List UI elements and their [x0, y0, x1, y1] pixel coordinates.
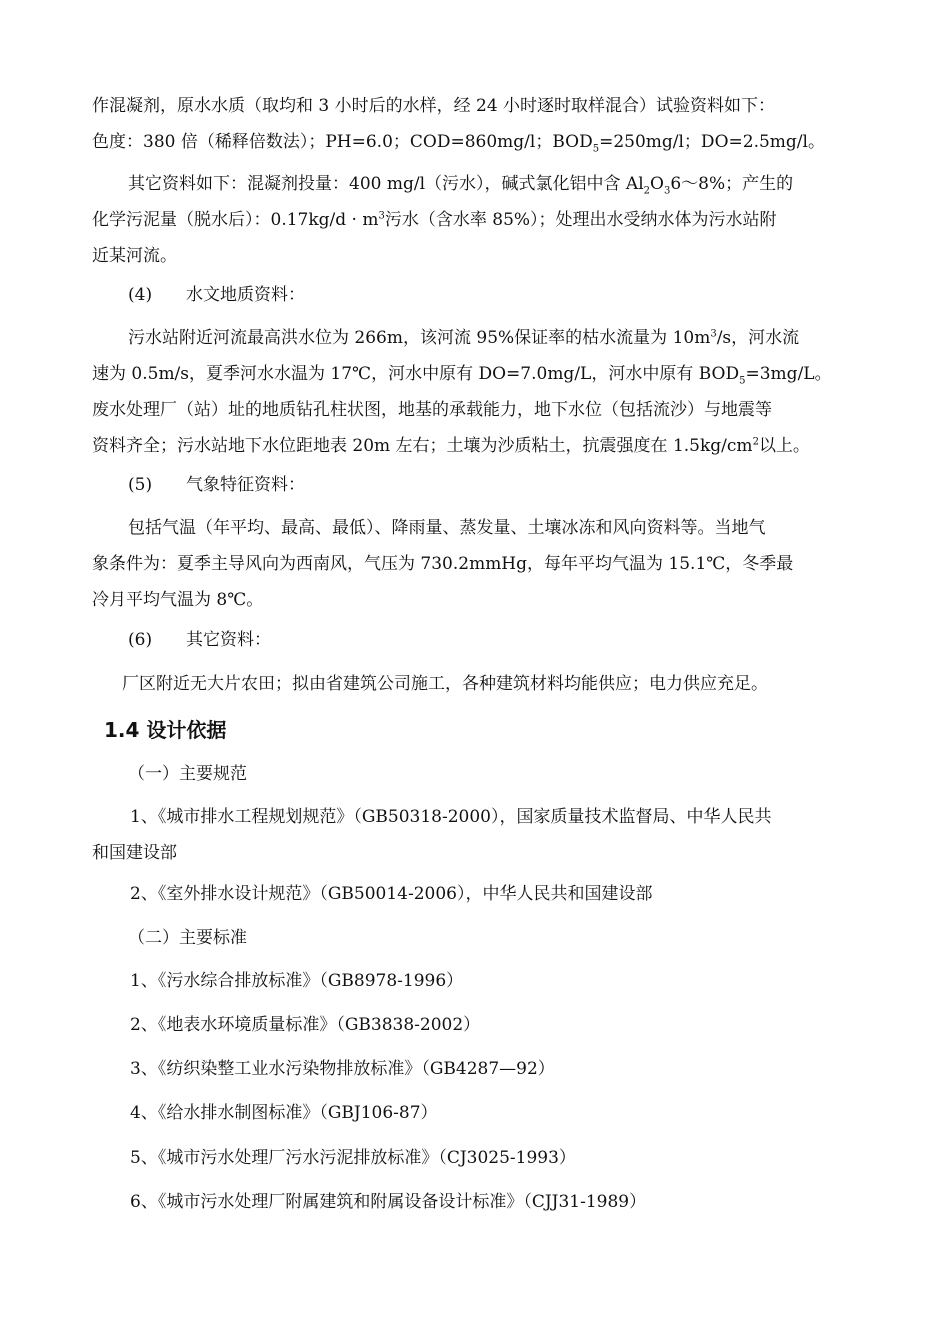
- climate-paragraph: [92, 510, 862, 618]
- text-line: 化学污泥量（脱水后）：$0.17kg/d \cdot m^3$污水（含水率 85%）；处理出水受纳水体为污水站附: [92, 210, 777, 230]
- text-line: 1、《城市排水工程规划规范》（GB50318-2000），国家质量技术监督局、中华人民共: [130, 807, 772, 827]
- text-line: 污水站附近河流最高洪水位为 266m，该河流 95%保证率的枯水流量为 $10m^3/s$，河水流: [128, 328, 800, 348]
- text-line: 其它资料如下：混凝剂投量：400 mg/l（污水），碱式氯化铝中含 $Al_2O_36\sim 8\%$；产生的: [128, 174, 794, 197]
- item-5-heading: [92, 467, 862, 503]
- text-line: 色度：380 倍（稀释倍数法）；PH=6.0；COD=860mg/l；$BOD_5=250mg/l$；DO=2.5mg/l。: [92, 132, 825, 155]
- item-6-heading: [92, 622, 862, 658]
- text-line: 近某河流。: [92, 246, 177, 266]
- text-line: 资料齐全；污水站地下水位距地表 20m 左右；土壤为沙质粘土，抗震强度在 $1.5kg/cm^2$以上。: [92, 436, 810, 456]
- subsection-specs: （一）主要规范: [128, 764, 247, 784]
- standard-item: 5、《城市污水处理厂污水污泥排放标准》（CJ3025-1993）: [130, 1148, 576, 1168]
- text-line: 厂区附近无大片农田；拟由省建筑公司施工，各种建筑材料均能供应；电力供应充足。: [122, 674, 768, 694]
- item-number: (6): [128, 630, 153, 650]
- item-number: (4): [128, 285, 153, 305]
- item-title: 气象特征资料：: [186, 475, 305, 495]
- item-number: (5): [128, 475, 153, 495]
- text-line: 包括气温（年平均、最高、最低）、降雨量、蒸发量、土壤冰冻和风向资料等。当地气: [128, 518, 766, 538]
- water-quality-paragraph: [92, 88, 862, 160]
- hydrology-paragraph: [92, 320, 862, 464]
- standard-item: 2、《地表水环境质量标准》（GB3838-2002）: [130, 1015, 481, 1035]
- item-4-heading: [92, 277, 862, 313]
- text-line: 废水处理厂（站）址的地质钻孔柱状图，地基的承载能力，地下水位（包括流沙）与地震等: [92, 400, 772, 420]
- section-heading: 1.4 设计依据: [104, 718, 227, 742]
- misc-paragraph: [92, 666, 862, 702]
- spec-item: [92, 799, 862, 871]
- spec-item: 2、《室外排水设计规范》（GB50014-2006），中华人民共和国建设部: [130, 884, 653, 904]
- item-title: 其它资料：: [186, 630, 271, 650]
- subsection-standards: （二）主要标准: [128, 928, 247, 948]
- item-title: 水文地质资料：: [186, 285, 305, 305]
- text-line: 作混凝剂，原水水质（取均和 3 小时后的水样，经 24 小时逐时取样混合）试验资料如下：: [92, 96, 776, 116]
- standard-item: 3、《纺织染整工业水污染物排放标准》（GB4287—92）: [130, 1059, 555, 1079]
- standard-item: 4、《给水排水制图标准》（GBJ106-87）: [130, 1103, 438, 1123]
- other-info-paragraph: [92, 166, 862, 274]
- text-line: 冷月平均气温为 8℃。: [92, 590, 264, 610]
- text-line: 速为 0.5m/s，夏季河水水温为 17℃，河水中原有 DO=7.0mg/L，河水中原有 $BOD_5=3mg/L$。: [92, 364, 832, 387]
- text-line: 和国建设部: [92, 843, 177, 863]
- standard-item: 6、《城市污水处理厂附属建筑和附属设备设计标准》（CJJ31-1989）: [130, 1192, 647, 1212]
- standard-item: 1、《污水综合排放标准》（GB8978-1996）: [130, 971, 464, 991]
- text-line: 象条件为：夏季主导风向为西南风，气压为 730.2mmHg，每年平均气温为 15.1℃，冬季最: [92, 554, 794, 574]
